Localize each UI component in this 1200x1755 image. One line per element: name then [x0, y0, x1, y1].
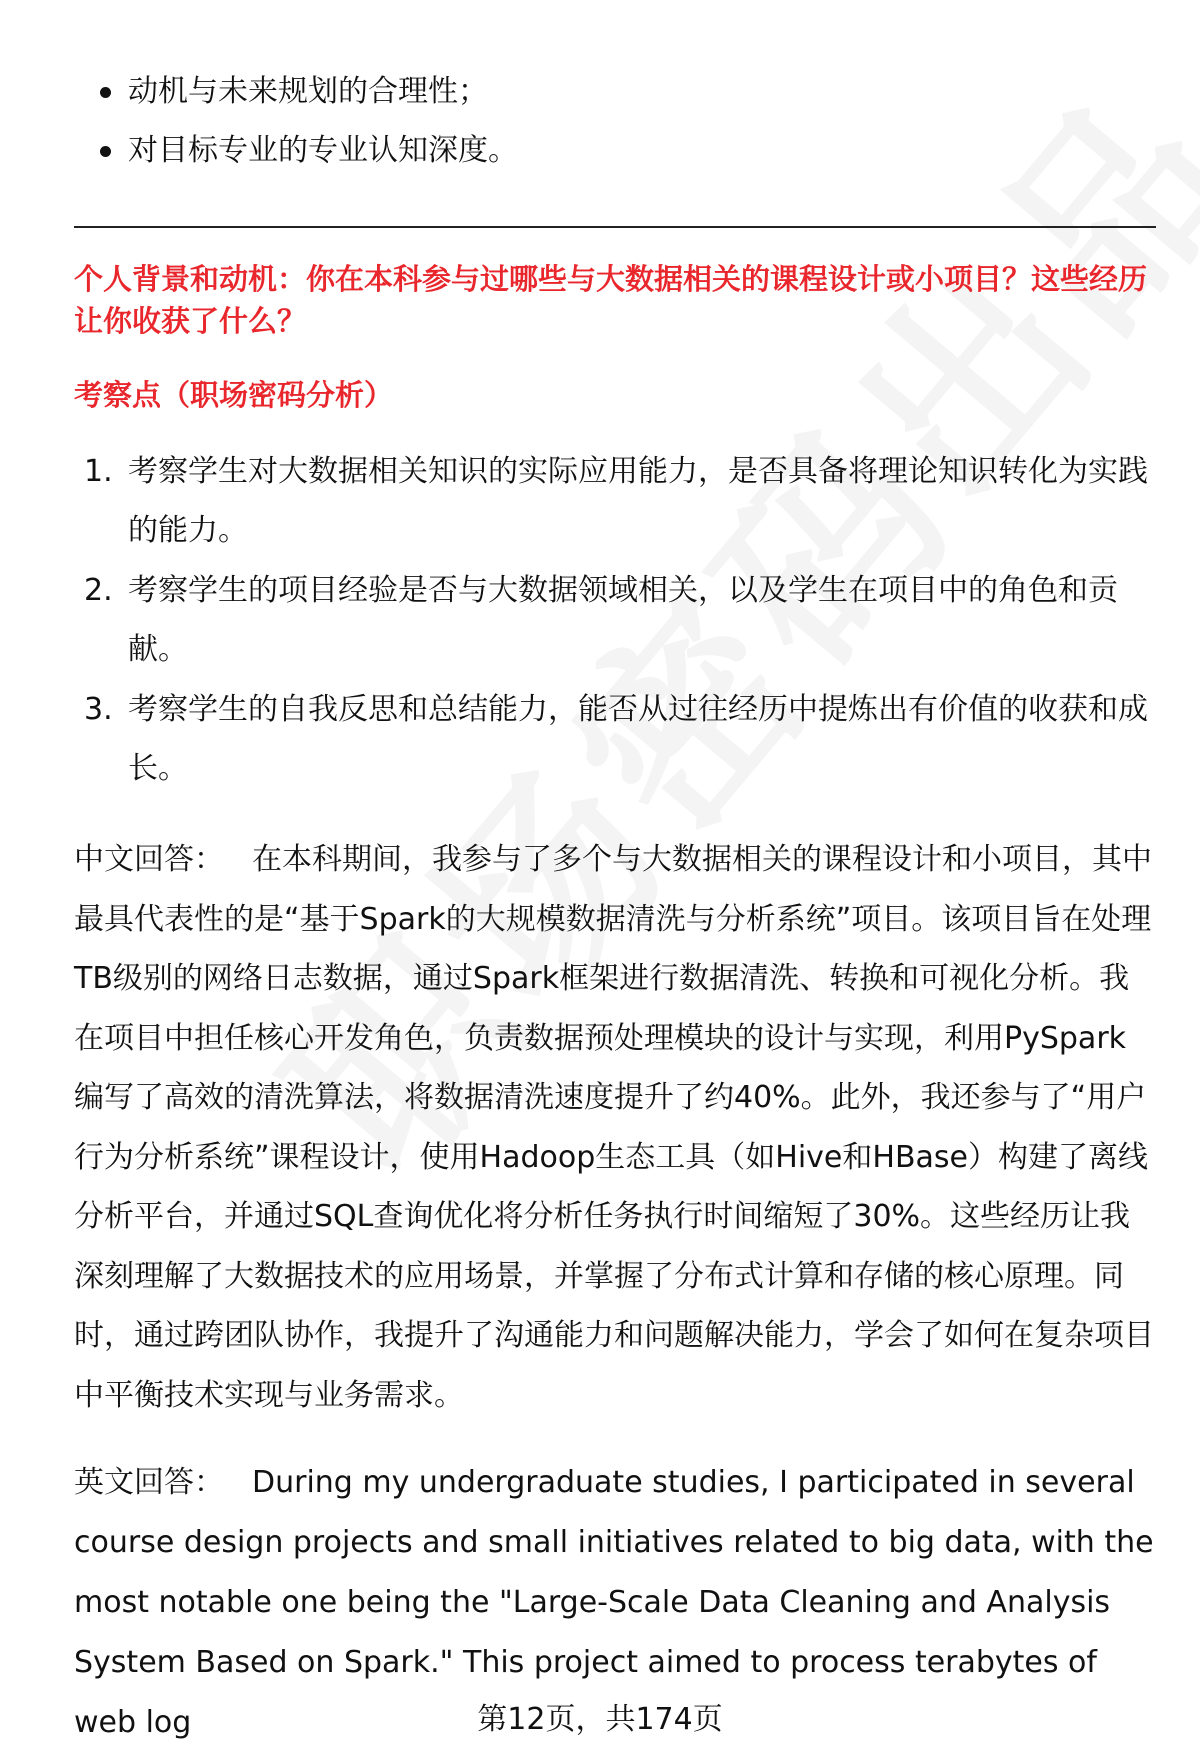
english-answer-label: 英文回答： [74, 1465, 224, 1500]
bullet-dot-icon [100, 87, 111, 98]
section-divider [74, 226, 1156, 228]
bullet-list [74, 62, 1156, 180]
chinese-answer-label: 中文回答： [74, 842, 224, 877]
question-heading: 个人背景和动机：你在本科参与过哪些与大数据相关的课程设计或小项目？这些经历让你收获了什么？ [74, 262, 1148, 338]
item-number: 2. [84, 573, 113, 608]
document-page [74, 0, 1156, 1755]
list-item [74, 442, 1156, 560]
list-item [74, 561, 1156, 679]
bullet-text: 动机与未来规划的合理性； [128, 74, 488, 109]
chinese-answer [74, 830, 1156, 1425]
item-text: 考察学生的项目经验是否与大数据领域相关，以及学生在项目中的角色和贡献。 [128, 573, 1118, 667]
bullet-dot-icon [100, 146, 111, 157]
list-item [74, 62, 1156, 121]
page-footer: 第12页，共174页 [477, 1702, 723, 1737]
chinese-answer-text: 在本科期间，我参与了多个与大数据相关的课程设计和小项目，其中最具代表性的是“基于Spark的大规模数据清洗与分析系统”项目。该项目旨在处理TB级别的网络日志数据，通过Spark框架进行数据清洗、转换和可视化分析。我在项目中担任核心开发角色，负责数据预处理模块的设计与实现，利用PySpark编写了高效的清洗算法，将数据清洗速度提升了约40%。此外，我还参与了“用户行为分析系统”课程设计，使用Hadoop生态工具（如Hive和HBase）构建了离线分析平台，并通过SQL查询优化将分析任务执行时间缩短了30%。这些经历让我深刻理解了大数据技术的应用场景，并掌握了分布式计算和存储的核心原理。同时，通过跨团队协作，我提升了沟通能力和问题解决能力，学会了如何在复杂项目中平衡技术实现与业务需求。 [74, 842, 1154, 1413]
list-item [74, 121, 1156, 180]
english-answer-text: During my undergraduate studies, I participated in several course design projects and small initiatives related to big data, with the most notable one being the "Large-Scale Data Cleaning and Analysis System Based on Spark." This project aimed to process terabytes of web log [74, 1465, 1154, 1740]
focus-list [74, 442, 1156, 799]
bullet-text: 对目标专业的专业认知深度。 [128, 133, 518, 168]
list-item [74, 680, 1156, 798]
item-number: 1. [84, 454, 113, 489]
item-text: 考察学生对大数据相关知识的实际应用能力，是否具备将理论知识转化为实践的能力。 [128, 454, 1148, 548]
item-number: 3. [84, 692, 113, 727]
focus-title: 考察点（职场密码分析） [74, 378, 394, 412]
item-text: 考察学生的自我反思和总结能力，能否从过往经历中提炼出有价值的收获和成长。 [128, 692, 1148, 786]
